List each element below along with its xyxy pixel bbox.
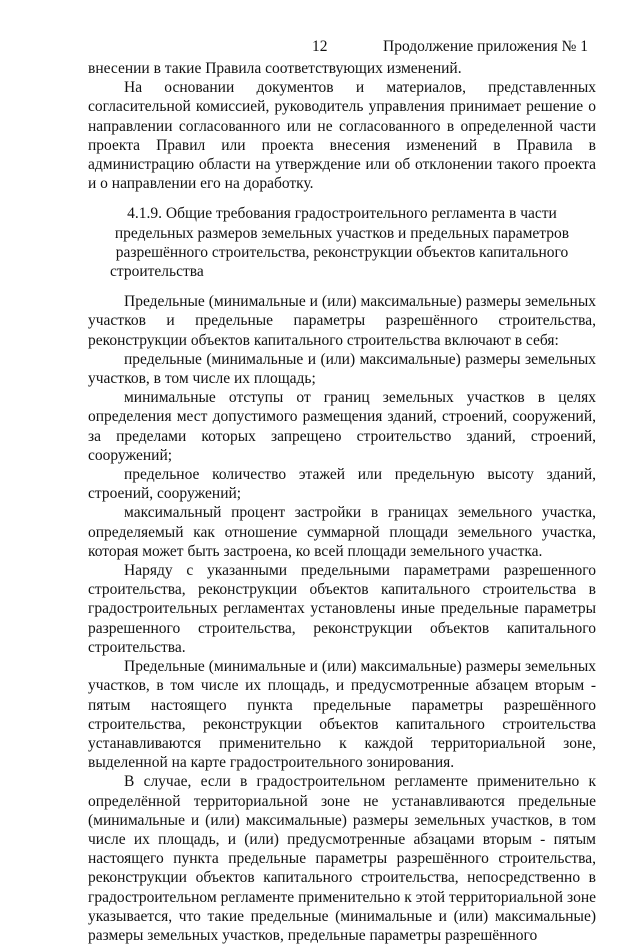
list-item: максимальный процент застройки в границах земельного участка, определяемый как отношение суммарной площади земельного участка, которая может быть застроена, ко всей площади земельного участка. (88, 504, 596, 560)
paragraph: В случае, если в градостроительном регламенте применительно к определённой территориальной зоне не устанавливаются предельные (минимальные и (или) максимальные) размеры земельных участков, в том числе их площадь, и (или) предусмотренные абзацами вторым - пятым настоящего пункта предельные параметры разрешённого строительства, реконструкции объектов капитального строительства, непосредственно в градостроительном регламенте применительно к этой территориальной зоне указывается, что такие предельные (минимальные и (или) максимальные) размеры земельных участков, предельные параметры разрешённого (88, 773, 596, 944)
paragraph: Предельные (минимальные и (или) максимальные) размеры земельных участков, в том числе их площадь, и предусмотренные абзацем вторым - пятым настоящего пункта предельные параметры разрешённого строительства, реконструкции объектов капитального строительства устанавливаются применительно к каждой территориальной зоне, выделенной на карте градостроительного зонирования. (88, 658, 596, 772)
list-item: предельное количество этажей или предельную высоту зданий, строений, сооружений; (88, 466, 596, 503)
list-item: предельные (минимальные и (или) максимальные) размеры земельных участков, в том числе их площадь; (88, 350, 596, 388)
appendix-continuation-label: Продолжение приложения № 1 (383, 38, 588, 55)
paragraph: На основании документов и материалов, представленных согласительной комиссией, руководитель управления принимает решение о направлении согласованного или не согласованного в определенной части проекта Правил или проекта внесения изменений в Правила в администрацию области на утверждение или об отклонении такого проекта и о направлении его на доработку. (88, 79, 596, 193)
page-header (88, 38, 588, 60)
document-body (88, 59, 596, 945)
paragraph: Наряду с указанными предельными параметрами разрешенного строительства, реконструкции объектов капитального строительства в градостроительных регламентах установлены иные предельные параметры разрешенного строительства, реконструкции объектов капитального строительства. (88, 562, 596, 656)
section-heading: 4.1.9. Общие требования градостроительного регламента в части предельных размеров земельных участков и предельных параметров разрешённого строительства, реконструкции объектов капитального строительства (110, 205, 570, 281)
paragraph-continuation: внесении в такие Правила соответствующих изменений. (88, 60, 462, 77)
list-item: минимальные отступы от границ земельных участков в целях определения мест допустимого размещения зданий, строений, сооружений, за пределами которых запрещено строительство зданий, строений, сооружений; (88, 389, 596, 464)
paragraph: Предельные (минимальные и (или) максимальные) размеры земельных участков и предельные параметры разрешённого строительства, реконструкции объектов капитального строительства включают в себя: (88, 293, 596, 349)
page-number: 12 (312, 38, 328, 55)
